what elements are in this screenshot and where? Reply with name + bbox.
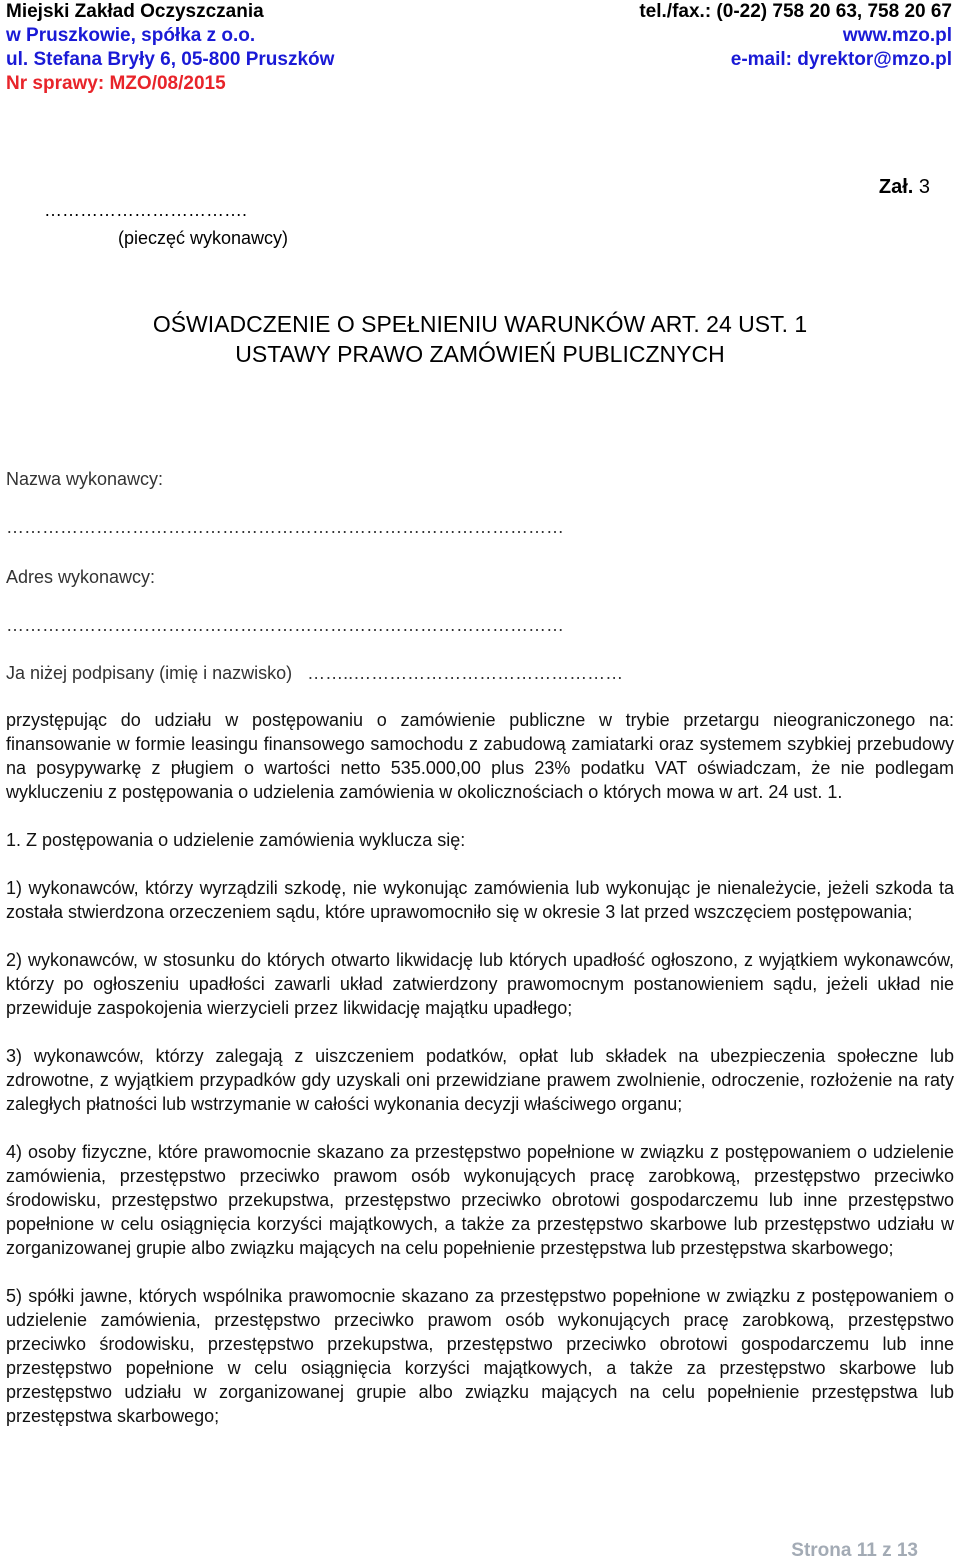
contractor-address-label: Adres wykonawcy: [6, 567, 156, 587]
list-item: 2) wykonawców, w stosunku do których otwarto likwidację lub których upadłość ogłoszono, z wyjątkiem wykonawców, którzy po ogłoszeniu upadłości zawarli układ zatwierdzony prawomocnym postanowieniem sądu, jeżeli układ nie przewiduje zaspokojenia wierzycieli przez likwidację majątku upadłego; [6, 950, 954, 1018]
stamp-dots: ……………………………. [44, 200, 248, 220]
section-heading: 1. Z postępowania o udzielenie zamówienia wyklucza się: [6, 830, 466, 850]
list-item: 5) spółki jawne, których wspólnika prawomocnie skazano za przestępstwo popełnione w związku z postępowaniem o udzielenie zamówienia, przestępstwo przeciwko prawom osób wykonujących pracę zarobkową, przestępstwo przeciwko środowisku, przestępstwo przekupstwa, przestępstwo przeciwko obrotowi gospodarczemu lub inne przestępstwo popełnione w celu osiągnięcia korzyści majątkowych, a także za przestępstwo skarbowe lub przestępstwo udziału w zorganizowanej grupie albo związku mających na celu popełnienie przestępstwa lub przestępstwa skarbowego; [6, 1286, 954, 1426]
list-item: 4) osoby fizyczne, które prawomocnie skazano za przestępstwo popełnione w związku z postępowaniem o udzielenie zamówienia, przestępstwo przeciwko prawom osób wykonujących pracę zarobkową, przestępstwo przeciwko środowisku, przestępstwo przekupstwa, przestępstwo przeciwko obrotowi gospodarczemu lub inne przestępstwo popełnione w celu osiągnięcia korzyści majątkowych, a także za przestępstwo skarbowe lub przestępstwo udziału w zorganizowanej grupie albo związku mających na celu popełnienie przestępstwa lub przestępstwa skarbowego; [6, 1142, 954, 1258]
header-left [6, 0, 334, 96]
tel-fax: tel./fax.: (0-22) 758 20 63, 758 20 67 [639, 1, 952, 22]
attachment-prefix: Zał. [878, 176, 914, 198]
company-address: ul. Stefana Bryły 6, 05-800 Pruszków [6, 49, 335, 70]
attachment-label [879, 174, 930, 200]
attachment-number: 3 [918, 176, 930, 198]
email-link[interactable]: e-mail: dyrektor@mzo.pl [730, 49, 952, 70]
company-name-line1: Miejski Zakład Oczyszczania [6, 1, 264, 22]
contractor-address-dots: ………………………………………………………………………………… [6, 615, 564, 635]
list-item: 3) wykonawców, którzy zalegają z uiszczeniem podatków, opłat lub składek na ubezpieczenia społeczne lub zdrowotne, z wyjątkiem przypadków gdy uzyskali oni przewidziane prawem zwolnienie, odroczenie, rozłożenie na raty zaległych płatności lub wstrzymanie w całości wykonania decyzji właściwego organu; [6, 1046, 954, 1114]
title-line1: OŚWIADCZENIE O SPEŁNIENIU WARUNKÓW ART. 24 UST. 1 [152, 311, 808, 337]
intro-paragraph: przystępując do udziału w postępowaniu o zamówienie publiczne w trybie przetargu nieograniczonego na: finansowanie w formie leasingu finansowego samochodu z zabudową zamiatarki oraz systemem szybkiej przebudowy na posypywarkę z pługiem o wartości netto 535.000,00 plus 23% podatku VAT oświadczam, że nie podlegam wykluczeniu z postępowania o udzielenia zamówienia w okolicznościach o których mowa w art. 24 ust. 1. [6, 710, 954, 802]
contractor-name-dots: ………………………………………………………………………………… [6, 517, 564, 537]
signer-label [6, 661, 623, 685]
header-right [639, 0, 952, 72]
company-name-line2: w Pruszkowie, spółka z o.o. [6, 25, 256, 46]
case-number: Nr sprawy: MZO/08/2015 [6, 73, 226, 94]
page-number: Strona 11 z 13 [791, 1540, 918, 1561]
list-item: 1) wykonawców, którzy wyrządzili szkodę, nie wykonując zamówienia lub wykonując je nienależycie, jeżeli szkoda ta została stwierdzona orzeczeniem sądu, które uprawomocniło się w okresie 3 lat przed wszczęciem postępowania; [6, 878, 954, 922]
signer-label-text: Ja niżej podpisany (imię i nazwisko) [6, 663, 293, 683]
signer-dots: ……..……………………………………… [307, 663, 624, 683]
stamp-label: (pieczęć wykonawcy) [118, 228, 289, 248]
website-link[interactable]: www.mzo.pl [842, 25, 952, 46]
title-line2: USTAWY PRAWO ZAMÓWIEŃ PUBLICZNYCH [235, 341, 725, 367]
document-body [6, 708, 954, 1428]
contractor-name-label: Nazwa wykonawcy: [6, 469, 164, 489]
document-title [0, 309, 960, 369]
